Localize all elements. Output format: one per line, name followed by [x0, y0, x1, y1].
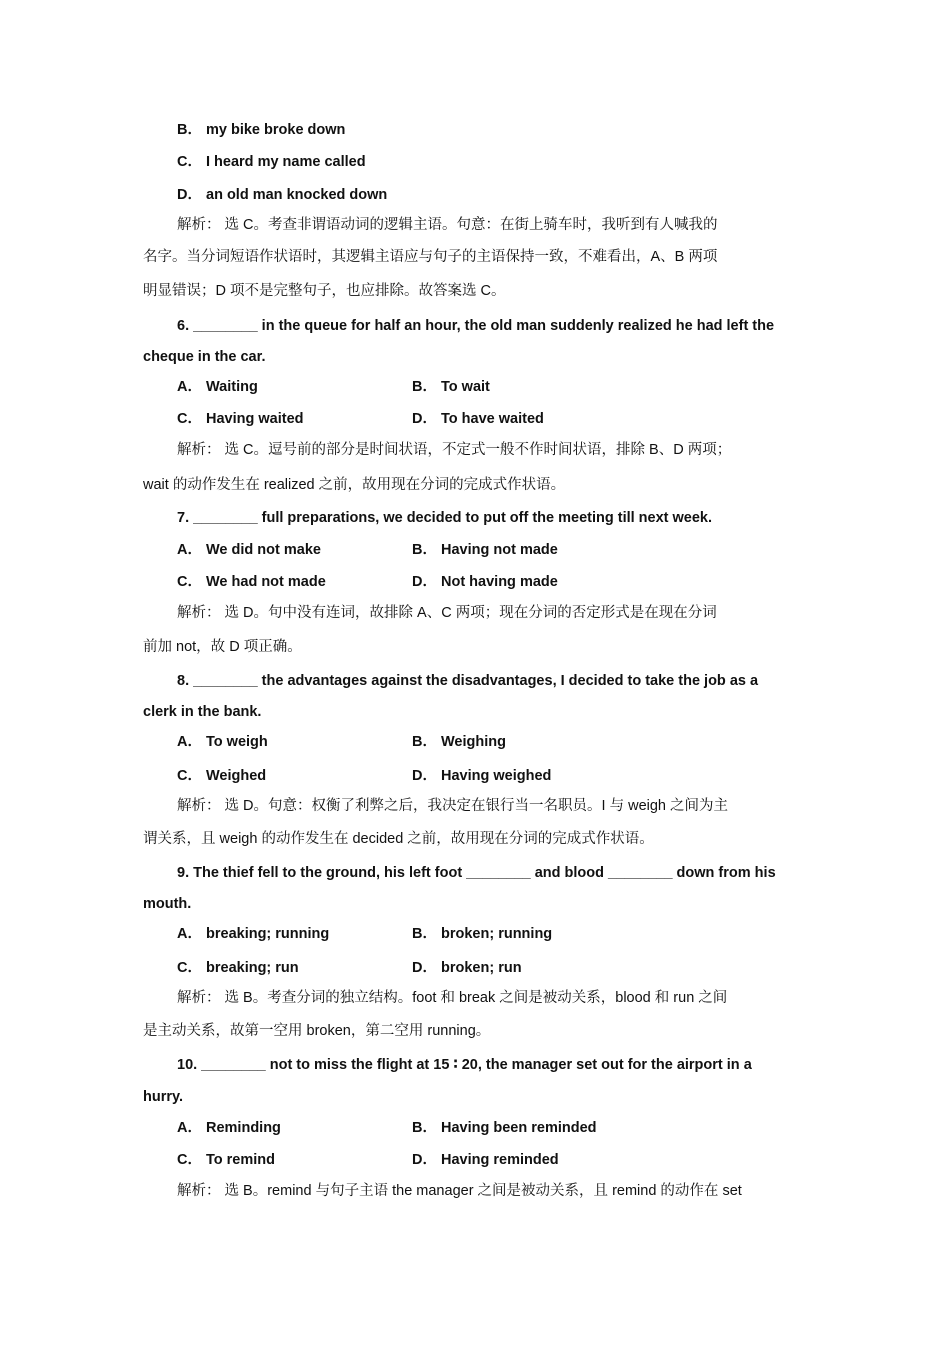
q10-stem-line-2: hurry.	[143, 1089, 184, 1105]
q10-option-a: A． Reminding	[177, 1120, 281, 1136]
q8-analysis-line-2: 谓关系，且 weigh 的动作发生在 decided 之前，故用现在分词的完成式作状语。	[143, 831, 654, 847]
q10-option-c: C． To remind	[177, 1152, 276, 1168]
q10-stem-line-1: 10. ________ not to miss the flight at 15 ∶ 20, the manager set out for the airport in a	[177, 1057, 752, 1073]
q9-analysis-line-1: 解析： 选 B。考查分词的独立结构。foot 和 break 之间是被动关系，blood 和 run 之间	[177, 990, 728, 1006]
q5-option-b: B． my bike broke down	[177, 122, 346, 138]
q6-stem-line-1: 6. ________ in the queue for half an hour, the old man suddenly realized he had left the	[177, 318, 775, 334]
q7-analysis-line-2: 前加 not，故 D 项正确。	[143, 639, 302, 655]
q8-analysis-line-1: 解析： 选 D。句意：权衡了利弊之后，我决定在银行当一名职员。I 与 weigh 之间为主	[177, 798, 729, 814]
q5-option-c: C． I heard my name called	[177, 154, 366, 170]
q8-option-c: C． Weighed	[177, 768, 267, 784]
q6-stem-line-2: cheque in the car.	[143, 349, 266, 365]
q8-option-a: A． To weigh	[177, 734, 268, 750]
q7-analysis-line-1: 解析： 选 D。句中没有连词，故排除 A、C 两项；现在分词的否定形式是在现在分词	[177, 605, 717, 621]
q7-option-b: B． Having not made	[412, 542, 558, 558]
q6-option-c: C． Having waited	[177, 411, 304, 427]
q8-option-d: D． Having weighed	[412, 768, 552, 784]
q6-analysis-line-2: wait 的动作发生在 realized 之前，故用现在分词的完成式作状语。	[143, 477, 566, 493]
q5-analysis-line-3: 明显错误；D 项不是完整句子，也应排除。故答案选 C。	[143, 283, 506, 299]
q9-stem-line-1: 9. The thief fell to the ground, his left foot ________ and blood ________ down from his	[177, 865, 776, 881]
q9-stem-line-2: mouth.	[143, 896, 192, 912]
q7-option-c: C． We had not made	[177, 574, 326, 590]
q5-analysis-line-2: 名字。当分词短语作状语时，其逻辑主语应与句子的主语保持一致，不难看出，A、B 两项	[143, 249, 718, 265]
q8-option-b: B． Weighing	[412, 734, 506, 750]
q9-option-c: C． breaking; run	[177, 960, 299, 976]
q8-stem-line-1: 8. ________ the advantages against the disadvantages, I decided to take the job as a	[177, 673, 759, 689]
q9-option-a: A． breaking; running	[177, 926, 330, 942]
q8-stem-line-2: clerk in the bank.	[143, 704, 262, 720]
q5-option-d: D． an old man knocked down	[177, 187, 388, 203]
q6-option-a: A． Waiting	[177, 379, 258, 395]
q9-option-d: D． broken; run	[412, 960, 522, 976]
q10-analysis-line-1: 解析： 选 B。remind 与句子主语 the manager 之间是被动关系，且 remind 的动作在 set	[177, 1183, 742, 1199]
q10-option-d: D． Having reminded	[412, 1152, 559, 1168]
q7-option-a: A． We did not make	[177, 542, 321, 558]
q6-option-d: D． To have waited	[412, 411, 544, 427]
q7-stem: 7. ________ full preparations, we decided to put off the meeting till next week.	[177, 510, 713, 526]
q9-option-b: B． broken; running	[412, 926, 553, 942]
q6-option-b: B． To wait	[412, 379, 490, 395]
q5-analysis-line-1: 解析： 选 C。考查非谓语动词的逻辑主语。句意：在街上骑车时，我听到有人喊我的	[177, 217, 718, 233]
q10-option-b: B． Having been reminded	[412, 1120, 597, 1136]
q7-option-d: D． Not having made	[412, 574, 558, 590]
q9-analysis-line-2: 是主动关系，故第一空用 broken，第二空用 running。	[143, 1023, 491, 1039]
q6-analysis-line-1: 解析： 选 C。逗号前的部分是时间状语，不定式一般不作时间状语，排除 B、D 两项；	[177, 442, 732, 458]
